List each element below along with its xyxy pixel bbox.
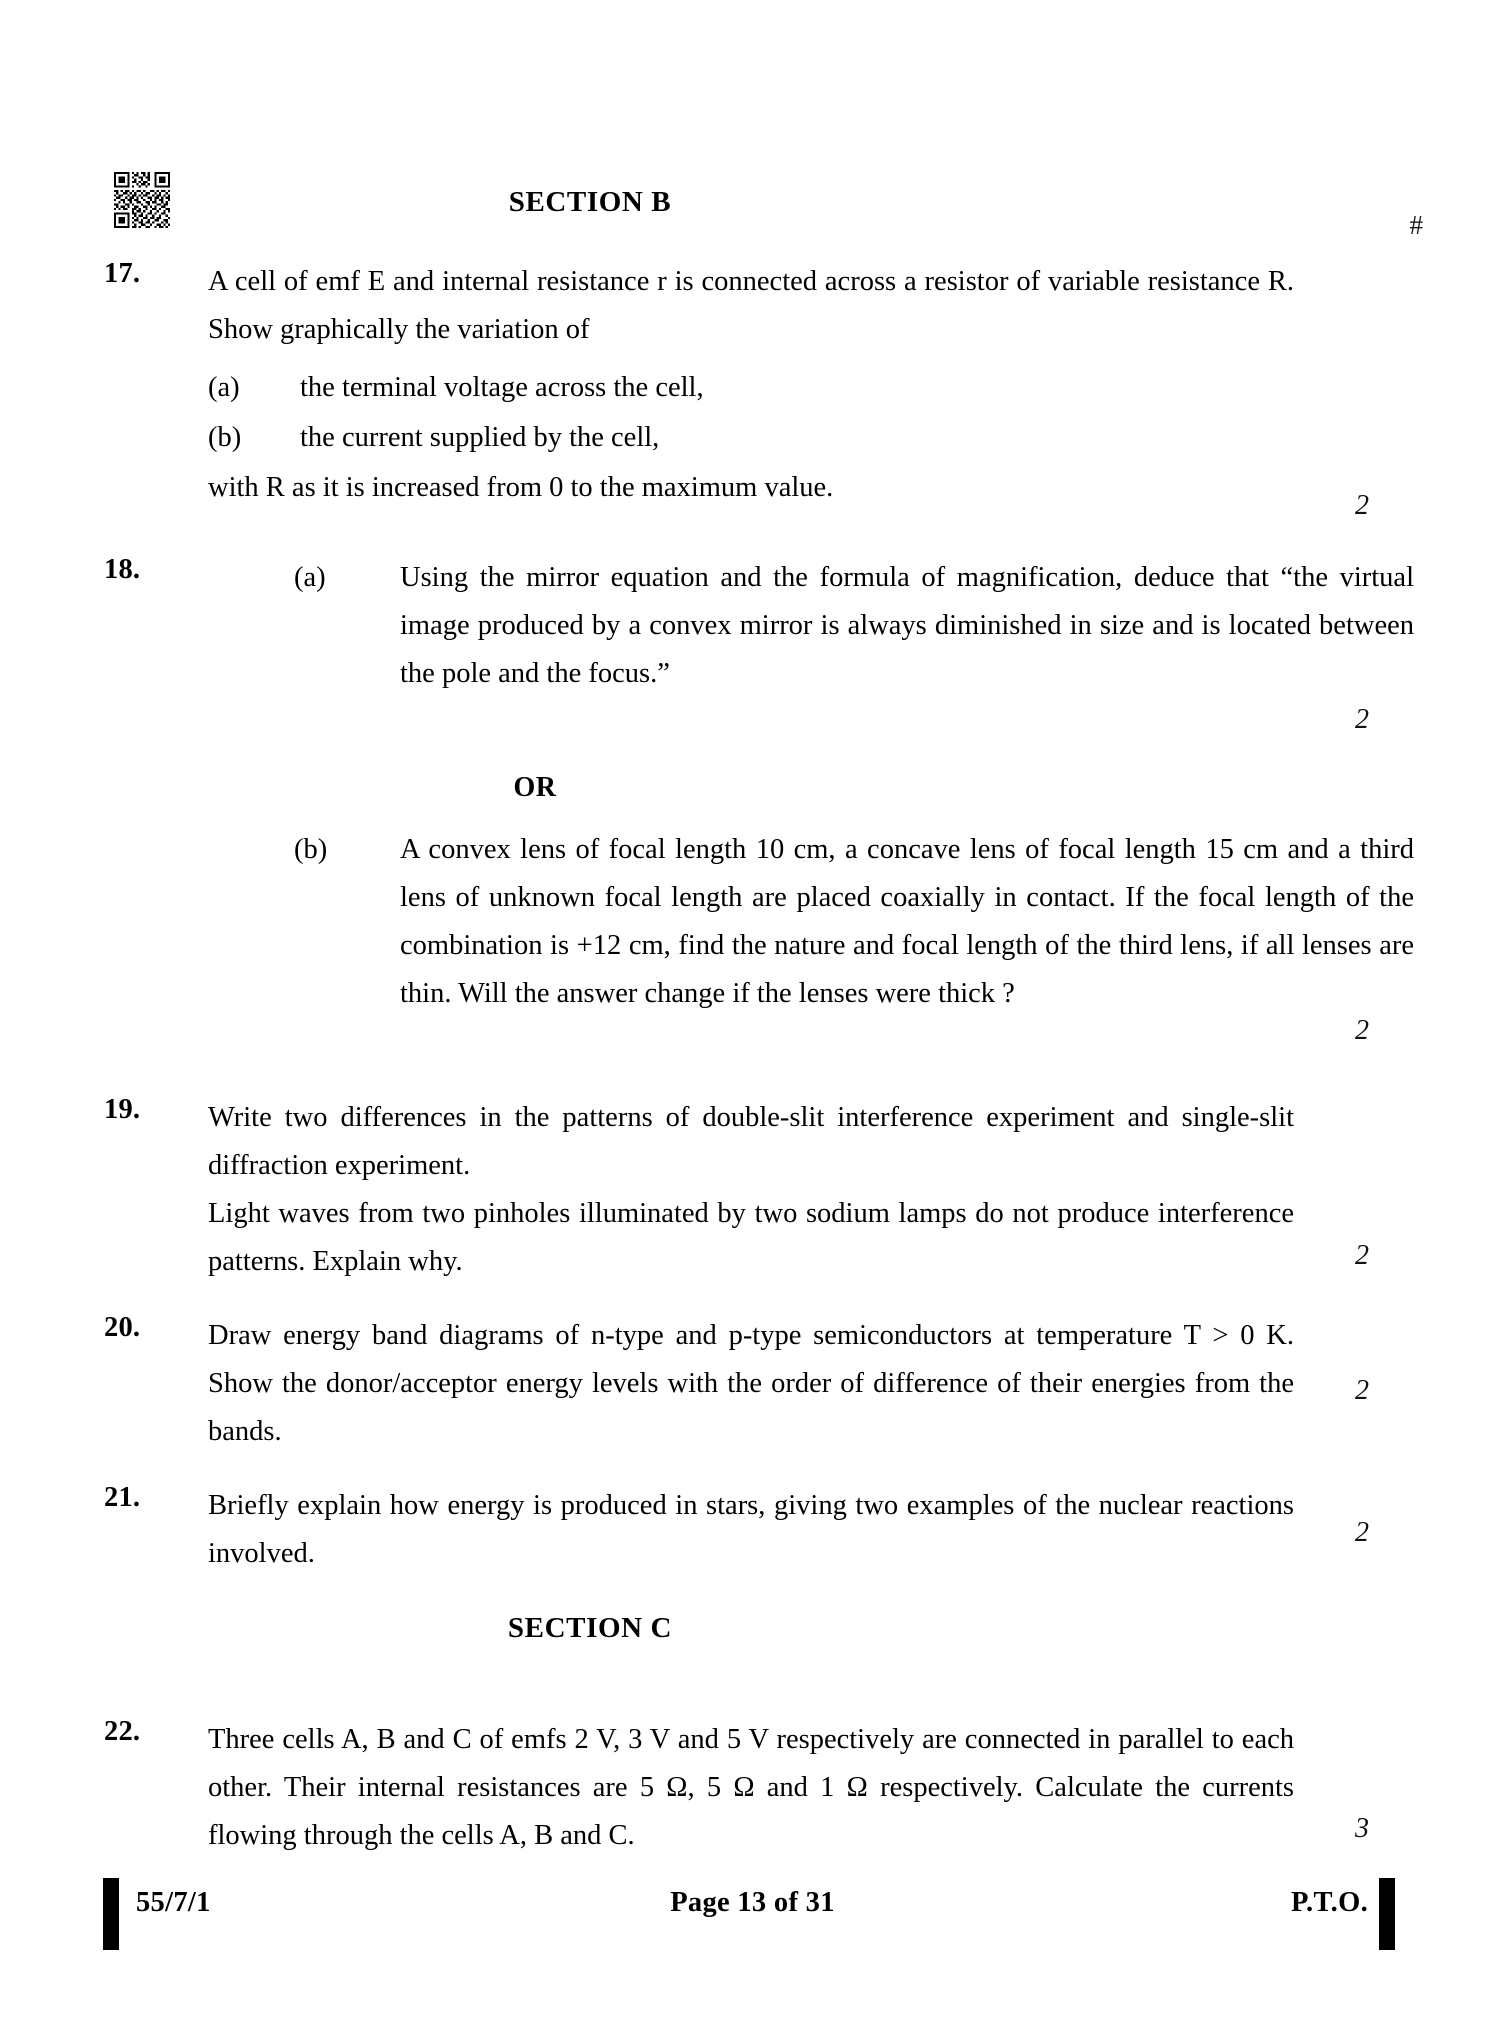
- section-c-heading-wrap: [330, 1612, 850, 1645]
- question-20-marks: 2: [1355, 1375, 1369, 1406]
- question-20-number: 20.: [104, 1312, 141, 1343]
- question-19-number: 19.: [104, 1094, 141, 1125]
- question-17-subpart-b-label: (b): [208, 422, 242, 453]
- question-21-number: 21.: [104, 1482, 141, 1513]
- question-18-number: 18.: [104, 554, 141, 585]
- question-18-part-b-text: A convex lens of focal length 10 cm, a concave lens of focal length 15 cm and a third lens of unknown focal length are placed coaxially in contact. If the focal length of the combination is +12 cm, find the nature and focal length of the third lens, if all lenses are thin. Will the answer change if the lenses were thick ?: [400, 834, 1414, 1009]
- question-18-part-b-label: (b): [294, 834, 328, 865]
- question-22-text: Three cells A, B and C of emfs 2 V, 3 V and 5 V respectively are connected in parallel to each other. Their internal resistances are 5 Ω, 5 Ω and 1 Ω respectively. Calculate the currents flowing through the cells A, B and C.: [208, 1724, 1294, 1851]
- question-17-subpart-b-text: the current supplied by the cell,: [300, 422, 660, 453]
- qr-code-icon: [114, 172, 170, 228]
- question-22-number: 22.: [104, 1716, 141, 1747]
- question-18-part-a-text: Using the mirror equation and the formula of magnification, deduce that “the virtual image produced by a convex mirror is always diminished in size and is located between the pole and the focus.”: [400, 562, 1414, 689]
- or-divider: OR: [513, 772, 557, 803]
- footer-turn-over: P.T.O.: [1290, 1887, 1368, 1918]
- question-18-part-a: [294, 554, 1414, 698]
- question-19-text-2: Light waves from two pinholes illuminated by two sodium lamps do not produce interference patterns. Explain why.: [208, 1198, 1294, 1277]
- question-17-tail: with R as it is increased from 0 to the maximum value.: [208, 472, 834, 503]
- question-20-text: Draw energy band diagrams of n-type and p-type semiconductors at temperature T > 0 K. Show the donor/acceptor energy levels with the order of difference of their energies from the bands.: [208, 1320, 1294, 1447]
- question-17-stem: A cell of emf E and internal resistance r is connected across a resistor of variable resistance R. Show graphically the variation of: [208, 266, 1294, 345]
- question-17-body: [208, 258, 1294, 512]
- question-18-part-b-row: [294, 826, 1414, 1018]
- footer-bar-right: [1379, 1878, 1395, 1950]
- question-18-part-b-marks: 2: [1355, 1015, 1369, 1046]
- corner-hash-mark: #: [1409, 210, 1423, 240]
- section-b-heading: SECTION B: [508, 186, 672, 218]
- question-18-part-a-marks: 2: [1355, 704, 1369, 735]
- footer-paper-code: 55/7/1: [136, 1887, 211, 1918]
- question-17-subpart-b: [208, 414, 1294, 462]
- question-21-body: [208, 1482, 1294, 1578]
- question-17-subpart-a-text: the terminal voltage across the cell,: [300, 372, 704, 403]
- question-18-part-a-label: (a): [294, 562, 326, 593]
- question-19-text-1: Write two differences in the patterns of double-slit interference experiment and single-slit diffraction experiment.: [208, 1102, 1294, 1181]
- question-17-number: 17.: [104, 258, 141, 289]
- question-18-part-a-row: [294, 554, 1414, 698]
- section-c-heading: SECTION C: [507, 1612, 673, 1644]
- question-21-marks: 2: [1355, 1517, 1369, 1548]
- question-22-body: [208, 1716, 1294, 1860]
- question-18-part-b-body: [294, 826, 1414, 1018]
- question-17-marks: 2: [1355, 490, 1369, 521]
- or-divider-wrap: [290, 772, 780, 804]
- question-22-marks: 3: [1355, 1813, 1369, 1844]
- section-b-heading-wrap: [330, 186, 850, 219]
- question-17-subpart-a: [208, 364, 1294, 412]
- question-19-marks: 2: [1355, 1240, 1369, 1271]
- footer-page-number: Page 13 of 31: [670, 1887, 835, 1918]
- question-17-subpart-a-label: (a): [208, 372, 240, 403]
- question-19-body: [208, 1094, 1294, 1286]
- question-20-body: [208, 1312, 1294, 1456]
- question-21-text: Briefly explain how energy is produced in stars, giving two examples of the nuclear reactions involved.: [208, 1490, 1294, 1569]
